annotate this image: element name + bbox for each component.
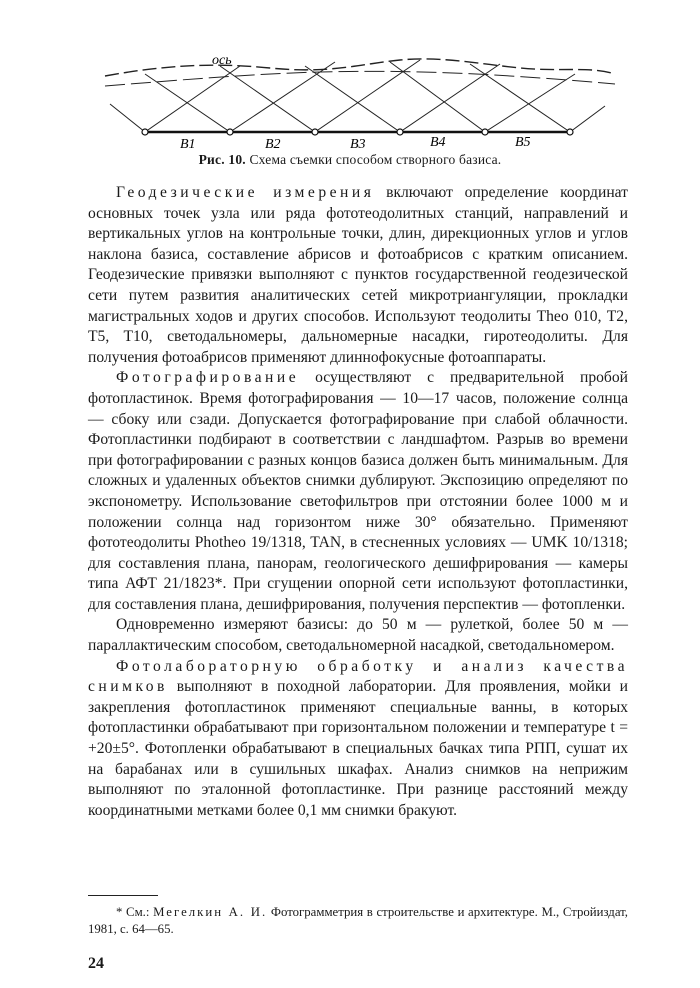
footnote-divider: [88, 895, 158, 896]
paragraph-body: выполняют в походной лаборатории. Для проявления, мойки и закрепления фотопластинок применяют специальные ванны, в которых фотопластинки обрабатывают при горизонтальном положении и температуре t = +20±5°. Фотопленки обрабатывают в специальных бачках типа РПП, сушат их на барабанах или в сушильных шкафах. Анализ снимков на неприжим выполняют по эталонной фотопластинке. При разнице расстояний между координатными метками более 0,1 мм снимки бракуют.: [88, 678, 628, 819]
footnote: [88, 904, 628, 937]
paragraph-lead: Геодезические измерения: [116, 184, 375, 201]
paragraph-lab: [88, 657, 628, 822]
paragraph-lead: Фотолабораторную обработку и анализ качества снимков: [88, 657, 628, 696]
base-label-b4: B4: [430, 135, 446, 150]
paragraph-body: осуществляют с предварительной пробой фотопластинок. Время фотографирования — 10—17 часов, положение солнца — сбоку или сзади. Допускается фотографирование при слабой облачности. Фотопластинки подбирают в соответствии с ландшафтом. Разрыв во времени при фотографировании с разных концов базиса должен быть минимальным. Для сложных и удаленных объектов снимки дублируют. Экспозицию определяют по экспонометру. Использование светофильтров при отстоянии более 1000 м и положении солнца над горизонтом ниже 30° обязательно. Применяют фототеодолиты Photheo 19/1318, TAN, в стесненных условиях — UMK 10/1318; для составления плана, панорам, геологического дешифрирования — камеры типа АФТ 21/1823*. При сгущении опорной сети используют фотопластинки, для составления плана, дешифрирования, получения перспектив — фотопленки.: [88, 369, 628, 613]
paragraph-body: Одновременно измеряют базисы: до 50 м — рулеткой, более 50 м — параллактическим способом, светодальномерной насадкой, светодальномером.: [88, 616, 628, 655]
paragraph-lead: Фотографирование: [116, 369, 300, 387]
caption-text: Схема съемки способом створного базиса.: [249, 152, 502, 167]
axis-label: ось: [212, 53, 232, 68]
footnote-text: Фотограмметрия в строительстве и архитектуре. М., Стройиздат, 1981, с. 64—65.: [88, 905, 628, 936]
footnote-author: Мегелкин А. И.: [153, 905, 268, 919]
page-number: 24: [88, 955, 104, 972]
figure-caption: [0, 152, 700, 168]
footnote-marker: * См.:: [116, 905, 150, 919]
base-label-b2: B2: [265, 137, 281, 152]
base-label-b3: B3: [350, 137, 366, 152]
base-scheme-figure: [100, 44, 620, 154]
caption-number: Рис. 10.: [198, 152, 246, 167]
paragraph-photography: [88, 368, 628, 615]
paragraph-body: включают определение координат основных точек узла или ряда фототеодолитных станций, направлений и вертикальных углов на контрольные точки, длин, дирекционных углов и углов наклона базиса, составление абрисов и фотоабрисов с кратким описанием. Геодезические привязки выполняют с пунктов государственной геодезической сети путем развития аналитических сетей микротриангуляции, прокладки магистральных ходов и других способов. Используют теодолиты Theo 010, T2, T5, T10, светодальномеры, дальномерные насадки, гиротеодолиты. Для получения фотоабрисов применяют длиннофокусные фотоаппараты.: [88, 184, 628, 366]
base-label-b1: B1: [180, 137, 196, 152]
paragraph-bases: [88, 615, 628, 656]
paragraph-geodetic: [88, 183, 628, 368]
survey-scheme-diagram: [100, 44, 620, 154]
base-label-b5: B5: [515, 135, 531, 150]
axis-line: [105, 59, 615, 76]
body-text: [88, 183, 628, 821]
